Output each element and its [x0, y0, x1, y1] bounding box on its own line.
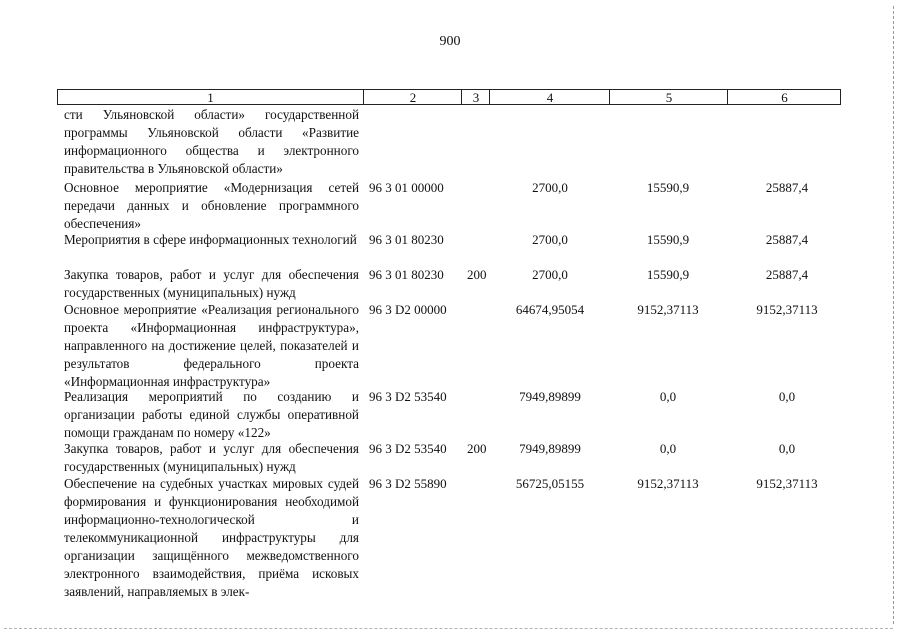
table-header — [57, 89, 841, 105]
row-name: Закупка товаров, работ и услуг для обеспечения государственных (муниципальных) нужд — [64, 267, 359, 300]
header-col-3: 3 — [461, 90, 490, 105]
row-type: 200 — [467, 441, 487, 456]
header-col-4: 4 — [489, 90, 610, 105]
row-name: Мероприятия в сфере информационных технологий — [64, 232, 357, 247]
page-number: 900 — [439, 34, 461, 49]
row-name: Основное мероприятие «Реализация регионального проекта «Информационная инфраструктура», направленного на достижение целей, показателей и результатов федерального проекта «Информационная инфраструктура» — [64, 302, 359, 389]
row-name: Основное мероприятие «Модернизация сетей передачи данных и обновление программного обеспечения» — [64, 180, 359, 231]
page-edge-bottom — [4, 628, 893, 629]
row-value-col4: 64674,95054 — [515, 302, 585, 317]
row-code: 96 3 D2 55890 — [369, 476, 447, 491]
row-code: 96 3 D2 00000 — [369, 302, 447, 317]
row-value-col5: 15590,9 — [646, 267, 690, 282]
row-value-col4: 2700,0 — [532, 180, 568, 195]
row-name: Обеспечение на судебных участках мировых судей формирования и функционирования необходимой информационно-технологической и телекоммуникационной инфраструктуры для организации защищённого межведомственного электронного взаимодействия, приёма исковых заявлений, направляемых в элек- — [64, 476, 359, 599]
row-value-col4: 2700,0 — [532, 232, 568, 247]
row-value-col5: 0,0 — [659, 389, 677, 404]
row-value-col5: 15590,9 — [646, 180, 690, 195]
row-value-col6: 25887,4 — [765, 267, 809, 282]
row-code: 96 3 01 00000 — [369, 180, 444, 195]
row-value-col5: 9152,37113 — [637, 302, 699, 317]
row-value-col5: 0,0 — [659, 441, 677, 456]
row-type: 200 — [467, 267, 487, 282]
row-value-col5: 9152,37113 — [637, 476, 699, 491]
header-col-1: 1 — [207, 90, 214, 105]
row-value-col6: 9152,37113 — [756, 476, 818, 491]
row-code: 96 3 D2 53540 — [369, 441, 447, 456]
row-value-col6: 0,0 — [778, 389, 796, 404]
row-value-col6: 0,0 — [778, 441, 796, 456]
row-code: 96 3 D2 53540 — [369, 389, 447, 404]
header-col-6: 6 — [727, 90, 841, 105]
row-value-col6: 25887,4 — [765, 180, 809, 195]
row-value-col5: 15590,9 — [646, 232, 690, 247]
page-edge-right — [893, 6, 894, 624]
row-value-col6: 9152,37113 — [756, 302, 818, 317]
header-col-5: 5 — [609, 90, 728, 105]
row-code: 96 3 01 80230 — [369, 232, 444, 247]
row-value-col4: 7949,89899 — [519, 389, 581, 404]
row-value-col4: 2700,0 — [532, 267, 568, 282]
header-col-2: 2 — [363, 90, 462, 105]
row-code: 96 3 01 80230 — [369, 267, 444, 282]
row-name: Закупка товаров, работ и услуг для обеспечения государственных (муниципальных) нужд — [64, 441, 359, 474]
row-name: сти Ульяновской области» государственной программы Ульяновской области «Развитие информационного общества и электронного правительства в Ульяновской области» — [64, 107, 359, 176]
row-name: Реализация мероприятий по созданию и организации работы единой службы оперативной помощи гражданам по номеру «122» — [64, 389, 359, 440]
row-value-col4: 56725,05155 — [515, 476, 585, 491]
row-value-col4: 7949,89899 — [519, 441, 581, 456]
row-value-col6: 25887,4 — [765, 232, 809, 247]
